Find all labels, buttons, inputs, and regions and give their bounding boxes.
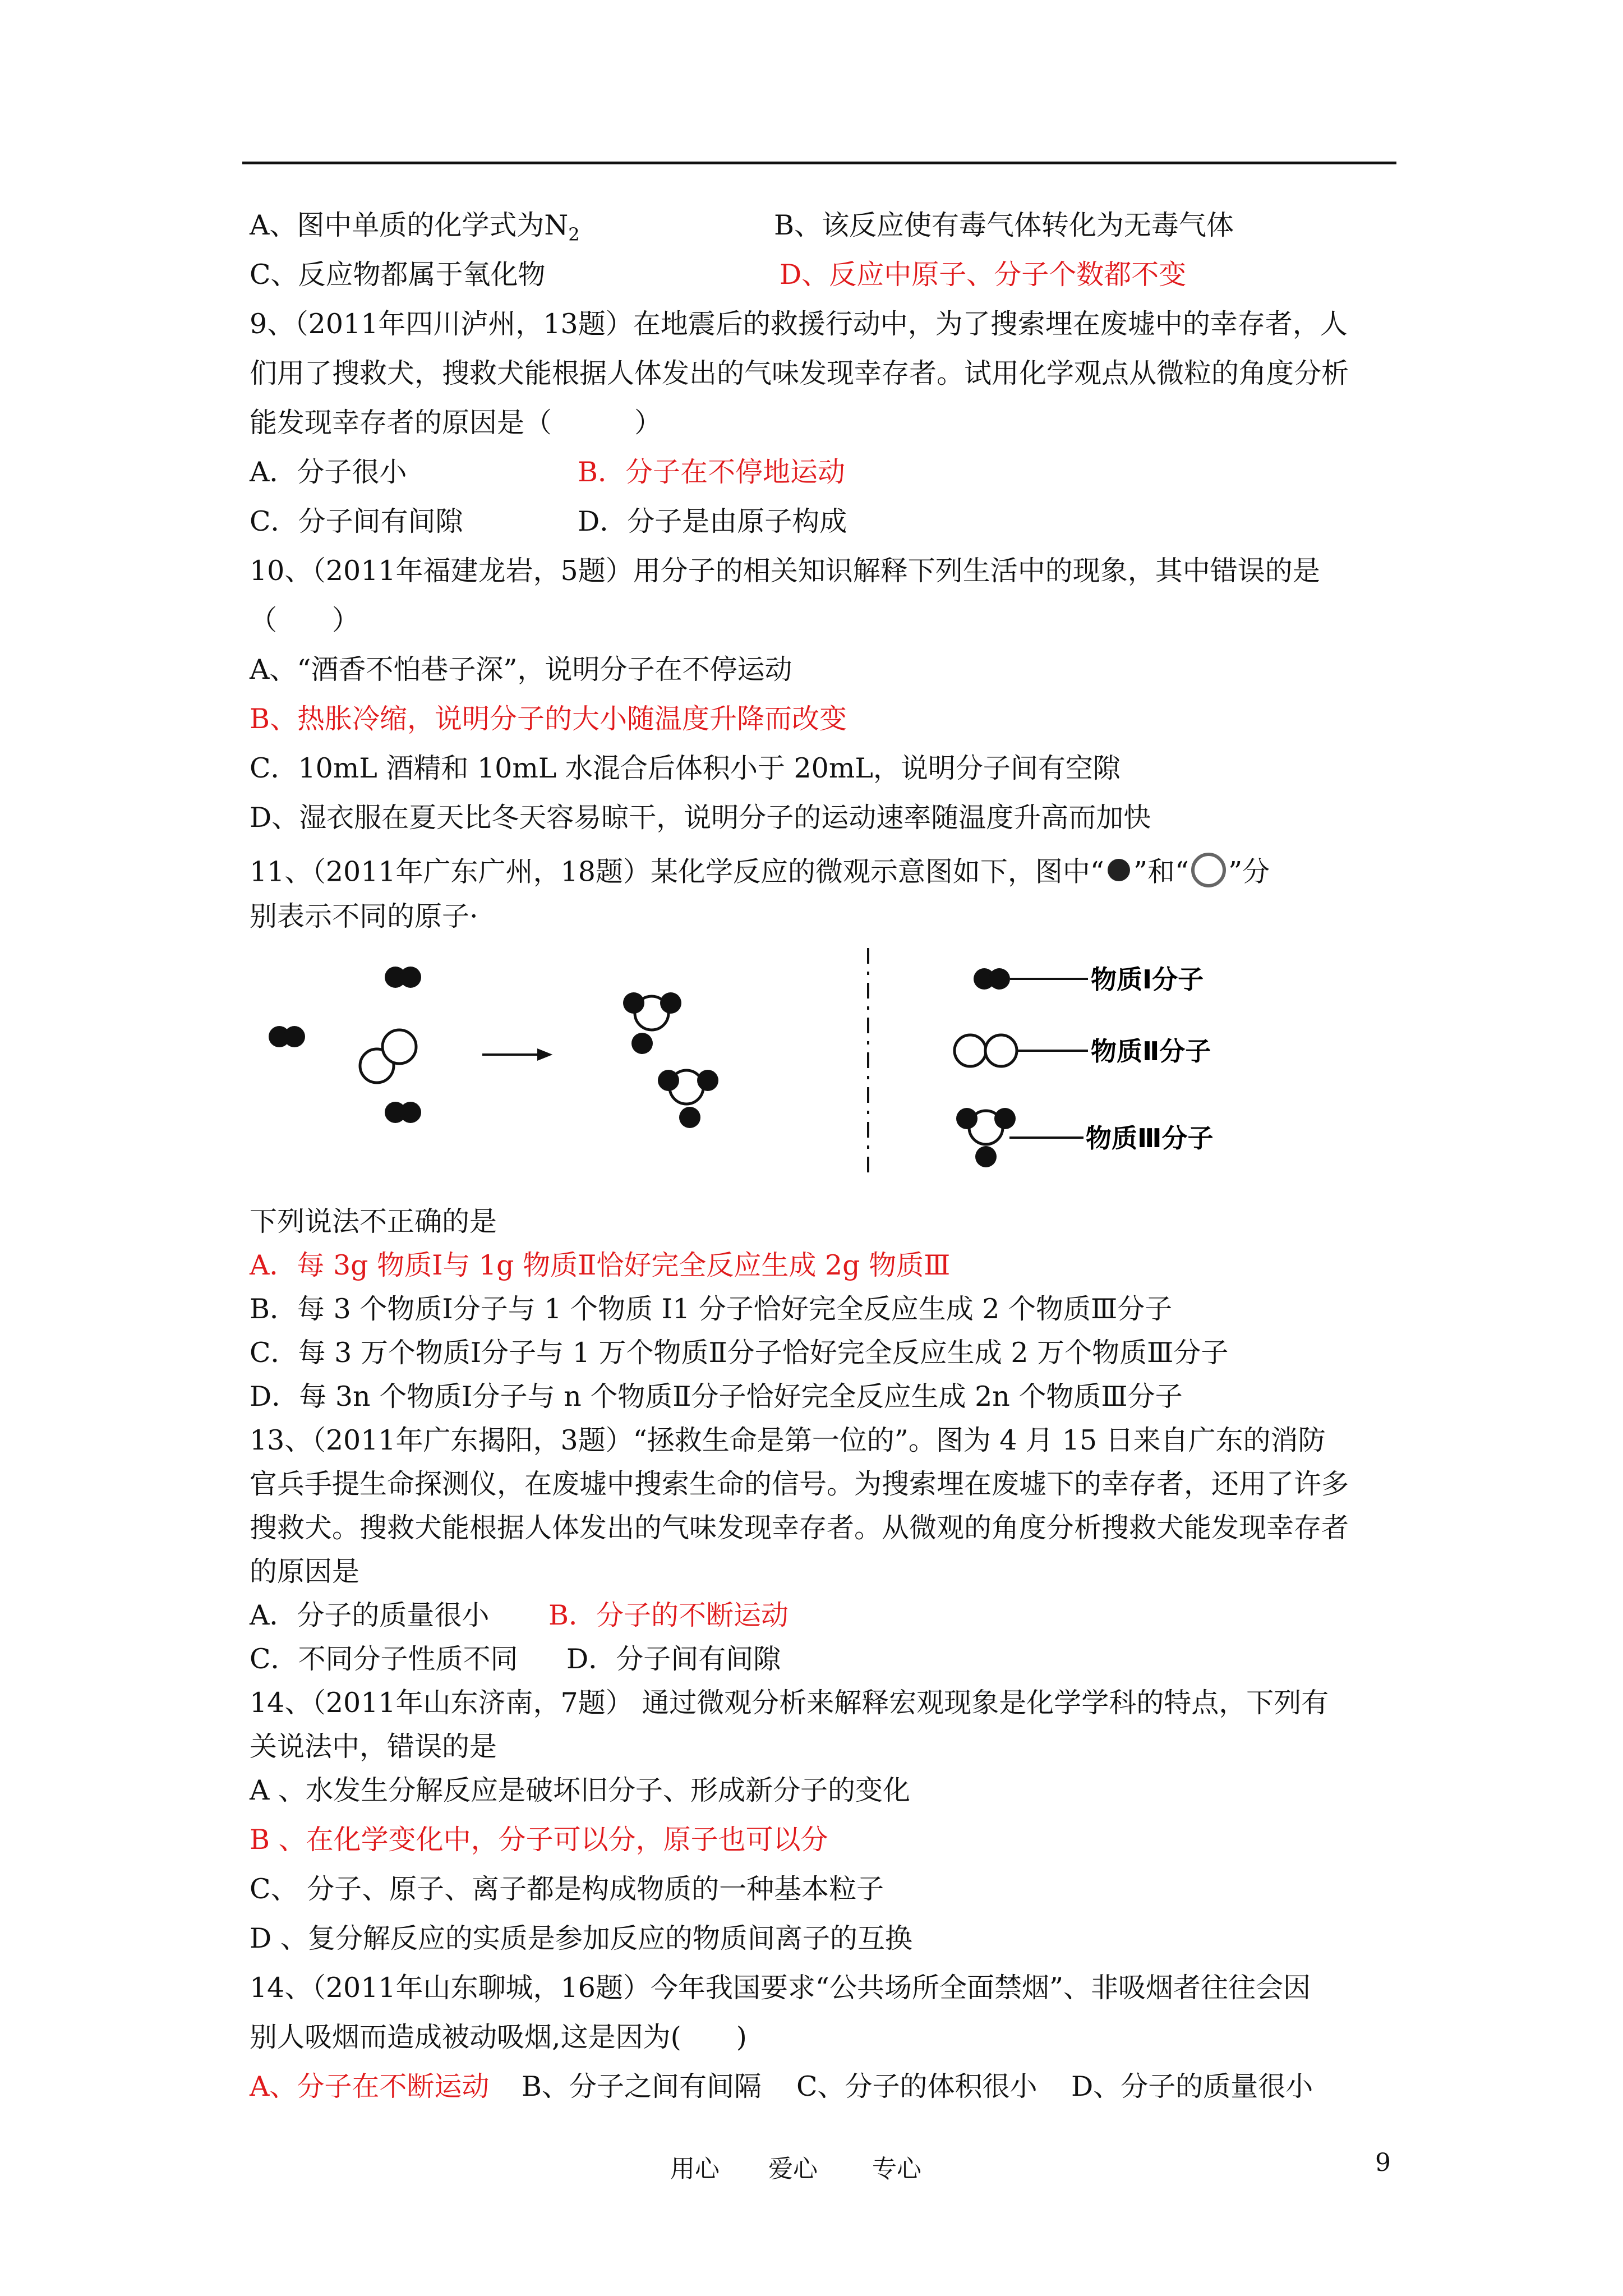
white-atom-icon	[1189, 850, 1228, 898]
q13-stem-line4: 的原因是	[250, 1556, 360, 1588]
q9-option-b-answer: B．分子在不停地运动	[578, 456, 846, 488]
reactant-substance2-molecule	[360, 1030, 416, 1083]
q13-stem-line3: 搜救犬。搜救犬能根据人体发出的气味发现幸存者。从微观的角度分析搜救犬能发现幸存者	[250, 1512, 1349, 1544]
q10-option-c: C．10mL 酒精和 10mL 水混合后体积小于 20mL，说明分子间有空隙	[250, 752, 1121, 784]
footer-motto-2: 爱心	[768, 2155, 818, 2183]
q14b-option-d: D、分子的质量很小	[1071, 2070, 1313, 2102]
legend-substance3	[956, 1108, 1213, 1167]
q10-option-a: A、“酒香不怕巷子深”，说明分子在不停运动	[250, 654, 792, 685]
q11-option-d: D．每 3n 个物质Ⅰ分子与 n 个物质Ⅱ分子恰好完全反应生成 2n 个物质Ⅲ分子	[250, 1381, 1183, 1412]
product-substance3-molecule	[658, 1070, 718, 1128]
q8-option-d-answer: D、反应中原子、分子个数都不变	[780, 259, 1187, 291]
q14b-option-b: B、分子之间有间隔	[522, 2070, 762, 2102]
q10-option-d: D、湿衣服在夏天比冬天容易晾干，说明分子的运动速率随温度升高而加快	[250, 802, 1151, 834]
q14b-stem-line2: 别人吸烟而造成被动吸烟,这是因为( )	[250, 2021, 747, 2053]
q9-option-c: C．分子间有间隙	[250, 505, 463, 537]
q9-stem-line1: 9、（2011年四川泸州，13题）在地震后的救援行动中，为了搜索埋在废墟中的幸存者，人	[250, 308, 1348, 340]
reactant-substance1-molecule	[385, 967, 421, 988]
q8-option-b: B、该反应使有毒气体转化为无毒气体	[774, 209, 1234, 241]
reaction-diagram	[247, 948, 1324, 1184]
q13-stem-line1: 13、（2011年广东揭阳，3题）“拯救生命是第一位的”。图为 4 月 15 日来自广东的消防	[250, 1424, 1326, 1456]
q11-question: 下列说法不正确的是	[250, 1205, 497, 1237]
footer-motto-1: 用心	[670, 2155, 720, 2183]
q14a-option-a: A 、水发生分解反应是破坏旧分子、形成新分子的变化	[250, 1774, 910, 1806]
q9-option-d: D．分子是由原子构成	[578, 505, 847, 537]
q9-stem-line2: 们用了搜救犬，搜救犬能根据人体发出的气味发现幸存者。试用化学观点从微粒的角度分析	[250, 357, 1349, 389]
q11-option-c: C．每 3 万个物质Ⅰ分子与 1 万个物质Ⅱ分子恰好完全反应生成 2 万个物质Ⅲ分子	[250, 1337, 1229, 1369]
legend-substance2	[955, 1035, 1211, 1066]
product-substance3-molecule	[623, 992, 681, 1054]
q11-option-b: B．每 3 个物质Ⅰ分子与 1 个物质 I1 分子恰好完全反应生成 2 个物质Ⅲ分子	[250, 1293, 1173, 1325]
legend-label-substance3: 物质Ⅲ分子	[1086, 1123, 1214, 1153]
legend-label-substance2: 物质Ⅱ分子	[1091, 1036, 1211, 1066]
q10-option-b-answer: B、热胀冷缩，说明分子的大小随温度升降而改变	[250, 703, 847, 735]
black-atom-icon	[1104, 855, 1133, 892]
q9-option-a: A．分子很小	[250, 456, 407, 488]
q9-stem-line3: 能发现幸存者的原因是（ ）	[250, 407, 662, 439]
q14a-option-d: D 、复分解反应的实质是参加反应的物质间离子的互换	[250, 1922, 912, 1954]
q14a-stem-line1: 14、（2011年山东济南，7题） 通过微观分析来解释宏观现象是化学学科的特点，下列有	[250, 1687, 1329, 1719]
q8-option-a: A、图中单质的化学式为$N_2$	[250, 209, 580, 245]
q13-option-d: D．分子间有间隙	[566, 1643, 781, 1675]
reactant-substance1-molecule	[385, 1102, 421, 1123]
q14a-stem-line2: 关说法中，错误的是	[250, 1731, 497, 1763]
q13-option-c: C．不同分子性质不同	[250, 1643, 518, 1675]
legend-substance1	[974, 964, 1204, 995]
q8-option-c: C、反应物都属于氧化物	[250, 259, 546, 291]
legend-label-substance1: 物质Ⅰ分子	[1091, 964, 1204, 995]
q11-stem-line1: 11、（2011年广东广州，18题）某化学反应的微观示意图如下，图中“ ”和“ ”分	[250, 850, 1270, 898]
q14a-option-c: C、 分子、原子、离子都是构成物质的一种基本粒子	[250, 1873, 884, 1905]
reactant-substance1-molecule	[269, 1026, 305, 1047]
q10-stem-line2: （ ）	[250, 604, 360, 636]
header-rule	[242, 162, 1396, 164]
q14b-option-a-answer: A、分子在不断运动	[250, 2070, 490, 2102]
q10-stem-line1: 10、（2011年福建龙岩，5题）用分子的相关知识解释下列生活中的现象，其中错误的是	[250, 555, 1320, 587]
q11-option-a-answer: A．每 3g 物质Ⅰ与 1g 物质Ⅱ恰好完全反应生成 2g 物质Ⅲ	[250, 1249, 951, 1281]
page-number: 9	[1375, 2148, 1391, 2177]
q14a-option-b-answer: B 、在化学变化中，分子可以分，原子也可以分	[250, 1824, 828, 1856]
q14b-stem-line1: 14、（2011年山东聊城，16题）今年我国要求“公共场所全面禁烟”、非吸烟者往往会因	[250, 1972, 1311, 2004]
reaction-arrow	[482, 1050, 550, 1059]
q13-option-a: A．分子的质量很小	[250, 1599, 490, 1631]
footer-motto-3: 专心	[872, 2155, 921, 2183]
q14b-option-c: C、分子的体积很小	[796, 2070, 1038, 2102]
q13-stem-line2: 官兵手提生命探测仪，在废墟中搜索生命的信号。为搜索埋在废墟下的幸存者，还用了许多	[250, 1468, 1349, 1500]
q13-option-b-answer: B．分子的不断运动	[548, 1599, 789, 1631]
q11-stem-line2: 别表示不同的原子·	[250, 900, 478, 932]
